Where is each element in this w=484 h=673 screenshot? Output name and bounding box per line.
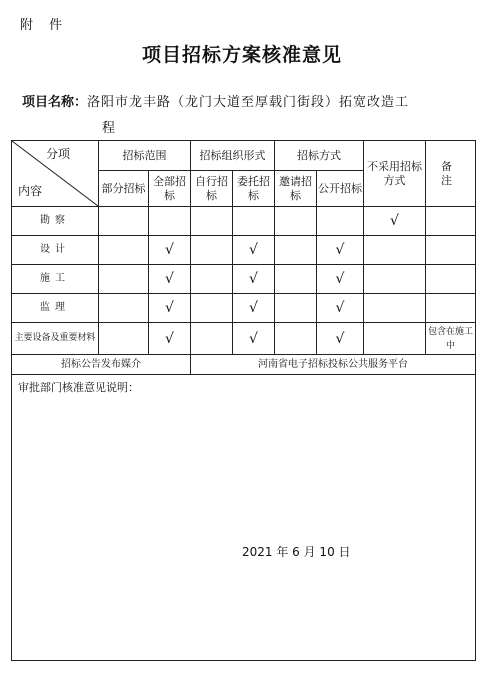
cell-no-bid [364, 323, 426, 355]
approval-row [12, 375, 476, 661]
cell-partial [99, 236, 149, 265]
table-row [12, 236, 476, 265]
bid-plan-table [11, 140, 476, 661]
row-label: 勘察 [12, 207, 99, 236]
cell-invite [275, 294, 317, 323]
corner-bottom-label: 内容 [18, 184, 43, 198]
cell-public: √ [317, 294, 364, 323]
cell-self [191, 323, 233, 355]
cell-entrust: √ [233, 265, 275, 294]
table-corner-header [12, 141, 99, 207]
header-full: 全部招标 [149, 171, 191, 207]
header-method: 招标方式 [275, 141, 364, 171]
row-label: 监理 [12, 294, 99, 323]
project-name-value-cont: 程 [102, 121, 117, 136]
cell-partial [99, 265, 149, 294]
cell-no-bid [364, 236, 426, 265]
cell-full: √ [149, 265, 191, 294]
cell-no-bid [364, 294, 426, 323]
row-label: 施工 [12, 265, 99, 294]
cell-full: √ [149, 294, 191, 323]
header-entrust: 委托招标 [233, 171, 275, 207]
cell-self [191, 294, 233, 323]
project-name [22, 90, 472, 142]
cell-entrust: √ [233, 323, 275, 355]
cell-invite [275, 207, 317, 236]
cell-invite [275, 236, 317, 265]
cell-remark [426, 294, 476, 323]
cell-remark: 包含在施工中 [426, 323, 476, 355]
cell-public: √ [317, 236, 364, 265]
cell-no-bid [364, 265, 426, 294]
cell-partial [99, 207, 149, 236]
cell-public [317, 207, 364, 236]
project-name-value: 洛阳市龙丰路（龙门大道至厚载门街段）拓宽改造工 [87, 95, 410, 110]
media-label: 招标公告发布媒介 [12, 355, 191, 375]
header-public: 公开招标 [317, 171, 364, 207]
cell-remark [426, 265, 476, 294]
cell-full [149, 207, 191, 236]
cell-invite [275, 265, 317, 294]
cell-partial [99, 323, 149, 355]
row-label: 主要设备及重要材料 [12, 323, 99, 355]
approval-cell [12, 375, 476, 661]
cell-remark [426, 236, 476, 265]
cell-full: √ [149, 236, 191, 265]
media-value: 河南省电子招标投标公共服务平台 [191, 355, 476, 375]
attachment-label: 附 件 [20, 18, 69, 33]
approval-date: 2021 年 6 月 10 日 [242, 545, 351, 559]
header-remark: 备 注 [426, 141, 476, 207]
header-org-form: 招标组织形式 [191, 141, 275, 171]
cell-public: √ [317, 265, 364, 294]
approval-label: 审批部门核准意见说明： [18, 381, 139, 394]
page-title: 项目招标方案核准意见 [141, 44, 342, 66]
header-self: 自行招标 [191, 171, 233, 207]
cell-no-bid: √ [364, 207, 426, 236]
media-row [12, 355, 476, 375]
table-row [12, 294, 476, 323]
cell-self [191, 207, 233, 236]
cell-entrust [233, 207, 275, 236]
cell-entrust: √ [233, 294, 275, 323]
cell-self [191, 236, 233, 265]
table-row [12, 207, 476, 236]
header-scope: 招标范围 [99, 141, 191, 171]
corner-top-label: 分项 [45, 147, 70, 161]
cell-invite [275, 323, 317, 355]
header-no-bid: 不采用招标方式 [364, 141, 426, 207]
cell-public: √ [317, 323, 364, 355]
table-row [12, 323, 476, 355]
cell-self [191, 265, 233, 294]
cell-partial [99, 294, 149, 323]
cell-remark [426, 207, 476, 236]
cell-full: √ [149, 323, 191, 355]
table-row [12, 265, 476, 294]
header-invite: 邀请招标 [275, 171, 317, 207]
header-partial: 部分招标 [99, 171, 149, 207]
project-name-label: 项目名称： [22, 95, 88, 110]
cell-entrust: √ [233, 236, 275, 265]
row-label: 设计 [12, 236, 99, 265]
